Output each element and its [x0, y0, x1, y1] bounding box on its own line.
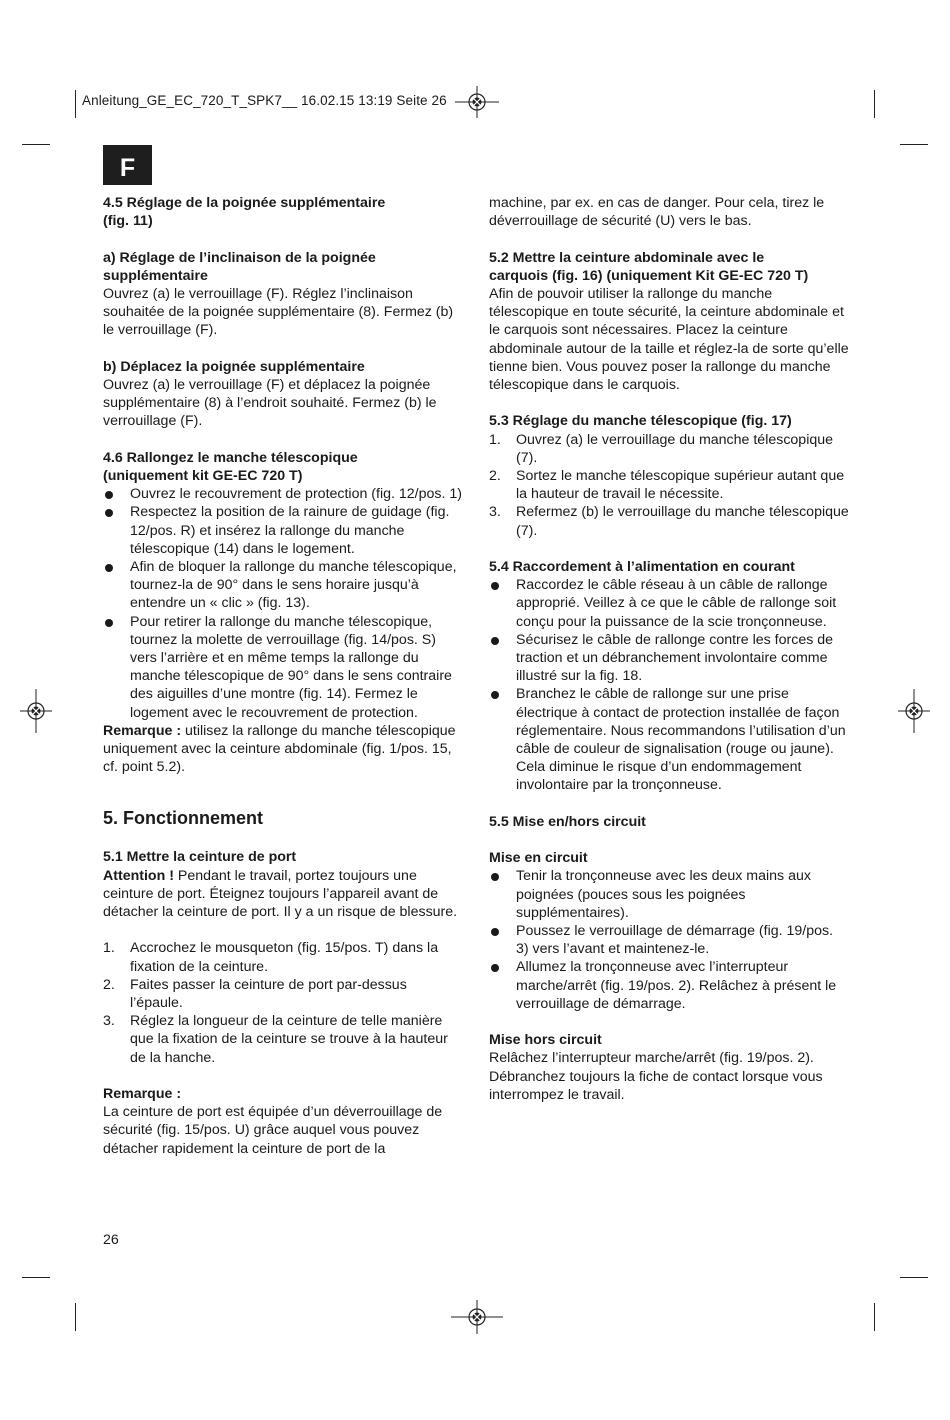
- section-4-6-title: 4.6 Rallongez le manche télescopique (uniquement kit GE-EC 720 T): [103, 449, 358, 484]
- registration-mark-left-icon: [20, 689, 52, 733]
- section-5-3-steps: [489, 431, 849, 540]
- list-item: Allumez la tronçonneuse avec l’interrupteur marche/arrêt (fig. 19/pos. 2). Relâchez à présent le verrouillage de démarrage.: [489, 958, 849, 1013]
- registration-mark-top-icon: [455, 86, 499, 118]
- section-5-1-warning: Attention ! Pendant le travail, portez toujours une ceinture de port. Éteignez toujours l’appareil avant de détacher la ceinture de port. Il y a un risque de blessure.: [103, 867, 458, 921]
- section-4-6-note: Remarque : utilisez la rallonge du manche télescopique uniquement avec la ceinture abdominale (fig. 1/pos. 15, cf. point 5.2).: [103, 722, 456, 776]
- language-tab: F: [103, 145, 152, 185]
- registration-mark-right-icon: [898, 689, 930, 733]
- list-item: Ouvrez le recouvrement de protection (fig. 12/pos. 1): [103, 485, 463, 503]
- section-4-5a-text: Ouvrez (a) le verrouillage (F). Réglez l’inclinaison souhaitée de la poignée supplémentaire (8). Fermez (b) le verrouillage (F).: [103, 286, 454, 339]
- print-header: Anleitung_GE_EC_720_T_SPK7__ 16.02.15 13:19 Seite 26: [82, 93, 447, 108]
- list-item: Raccordez le câble réseau à un câble de rallonge approprié. Veillez à ce que le câble de rallonge soit conçu pour la puissance de la scie tronçonneuse.: [489, 576, 849, 631]
- section-5-1-steps: [103, 939, 463, 1066]
- section-5-1-note-text: La ceinture de port est équipée d’un déverrouillage de sécurité (fig. 15/pos. U) grâce auquel vous pouvez détacher rapidement la ceinture de port de la: [103, 1104, 443, 1157]
- list-item: Sécurisez le câble de rallonge contre les forces de traction et un débranchement involontaire comme illustré sur la fig. 18.: [489, 631, 849, 686]
- switch-off-title: Mise hors circuit: [489, 1032, 602, 1049]
- page-number: 26: [103, 1232, 119, 1248]
- section-5-4-title: 5.4 Raccordement à l’alimentation en courant: [489, 559, 795, 576]
- switch-on-title: Mise en circuit: [489, 850, 588, 867]
- list-item: Poussez le verrouillage de démarrage (fig. 19/pos. 3) vers l’avant et maintenez-le.: [489, 922, 849, 958]
- section-4-6-bullets: [103, 485, 463, 722]
- left-column: [103, 194, 463, 1158]
- switch-on-bullets: [489, 867, 849, 1013]
- list-item: Pour retirer la rallonge du manche télescopique, tournez la molette de verrouillage (fig. 14/pos. S) vers l’arrière et en même temps la rallonge du manche télescopique de 90° dans le sens contraire des aiguilles d’une montre (fig. 14). Fermez le logement avec le recouvrement de protection.: [103, 613, 463, 722]
- chapter-5-title: 5. Fonctionnement: [103, 808, 264, 829]
- section-4-5-title: 4.5 Réglage de la poignée supplémentaire (fig. 11): [103, 195, 386, 230]
- section-5-1-note-label: Remarque :: [103, 1086, 182, 1103]
- section-5-2-text: Afin de pouvoir utiliser la rallonge du manche télescopique en toute sécurité, la ceinture abdominale et le carquois sont nécessaires. Placez la ceinture abdominale autour de la taille et réglez-la de sorte qu’elle tienne bien. Vous pouvez poser la rallonge du manche télescopique dans le carquois.: [489, 286, 849, 394]
- section-5-2-title: 5.2 Mettre la ceinture abdominale avec le carquois (fig. 16) (uniquement Kit GE-EC 720 T): [489, 249, 809, 284]
- switch-off-text: Relâchez l’interrupteur marche/arrêt (fig. 19/pos. 2). Débranchez toujours la fiche de contact lorsque vous interrompez le travail.: [489, 1050, 823, 1103]
- list-item: Branchez le câble de rallonge sur une prise électrique à contact de protection installée de façon réglementaire. Nous recommandons l’utilisation d’un câble de couleur de signalisation (rouge ou jaune). Cela diminue le risque d’un endommagement involontaire par la tronçonneuse.: [489, 685, 849, 794]
- list-item: 3. Réglez la longueur de la ceinture de telle manière que la fixation de la ceinture se trouve à la hauteur de la hanche.: [103, 1013, 448, 1066]
- continued-text: machine, par ex. en cas de danger. Pour cela, tirez le déverrouillage de sécurité (U) vers le bas.: [489, 195, 825, 230]
- section-5-4-bullets: [489, 576, 849, 794]
- list-item: 2. Sortez le manche télescopique supérieur autant que la hauteur de travail le nécessite.: [489, 468, 845, 503]
- section-4-5b-text: Ouvrez (a) le verrouillage (F) et déplacez la poignée supplémentaire (8) à l’endroit souhaité. Fermez (b) le verrouillage (F).: [103, 377, 437, 430]
- list-item: Afin de bloquer la rallonge du manche télescopique, tournez-la de 90° dans le sens horaire jusqu’à entendre un « clic » (fig. 13).: [103, 558, 463, 613]
- section-4-5a-title: a) Réglage de l’inclinaison de la poignée supplémentaire: [103, 249, 376, 284]
- list-item: Tenir la tronçonneuse avec les deux mains aux poignées (pouces sous les poignées supplémentaires).: [489, 867, 849, 922]
- list-item: 2. Faites passer la ceinture de port par-dessus l’épaule.: [103, 976, 407, 1012]
- section-5-5-title: 5.5 Mise en/hors circuit: [489, 813, 646, 830]
- list-item: 1. Ouvrez (a) le verrouillage du manche télescopique (7).: [489, 431, 834, 466]
- list-item: 3. Refermez (b) le verrouillage du manche télescopique (7).: [489, 504, 849, 539]
- section-5-1-title: 5.1 Mettre la ceinture de port: [103, 849, 297, 866]
- section-5-3-title: 5.3 Réglage du manche télescopique (fig. 17): [489, 413, 792, 430]
- list-item: Respectez la position de la rainure de guidage (fig. 12/pos. R) et insérez la rallonge du manche télescopique (14) dans le logement.: [103, 503, 463, 558]
- list-item: 1. Accrochez le mousqueton (fig. 15/pos. T) dans la fixation de la ceinture.: [103, 940, 439, 975]
- registration-mark-bottom-icon: [451, 1300, 503, 1334]
- right-column: [489, 194, 849, 1104]
- section-4-5b-title: b) Déplacez la poignée supplémentaire: [103, 358, 365, 375]
